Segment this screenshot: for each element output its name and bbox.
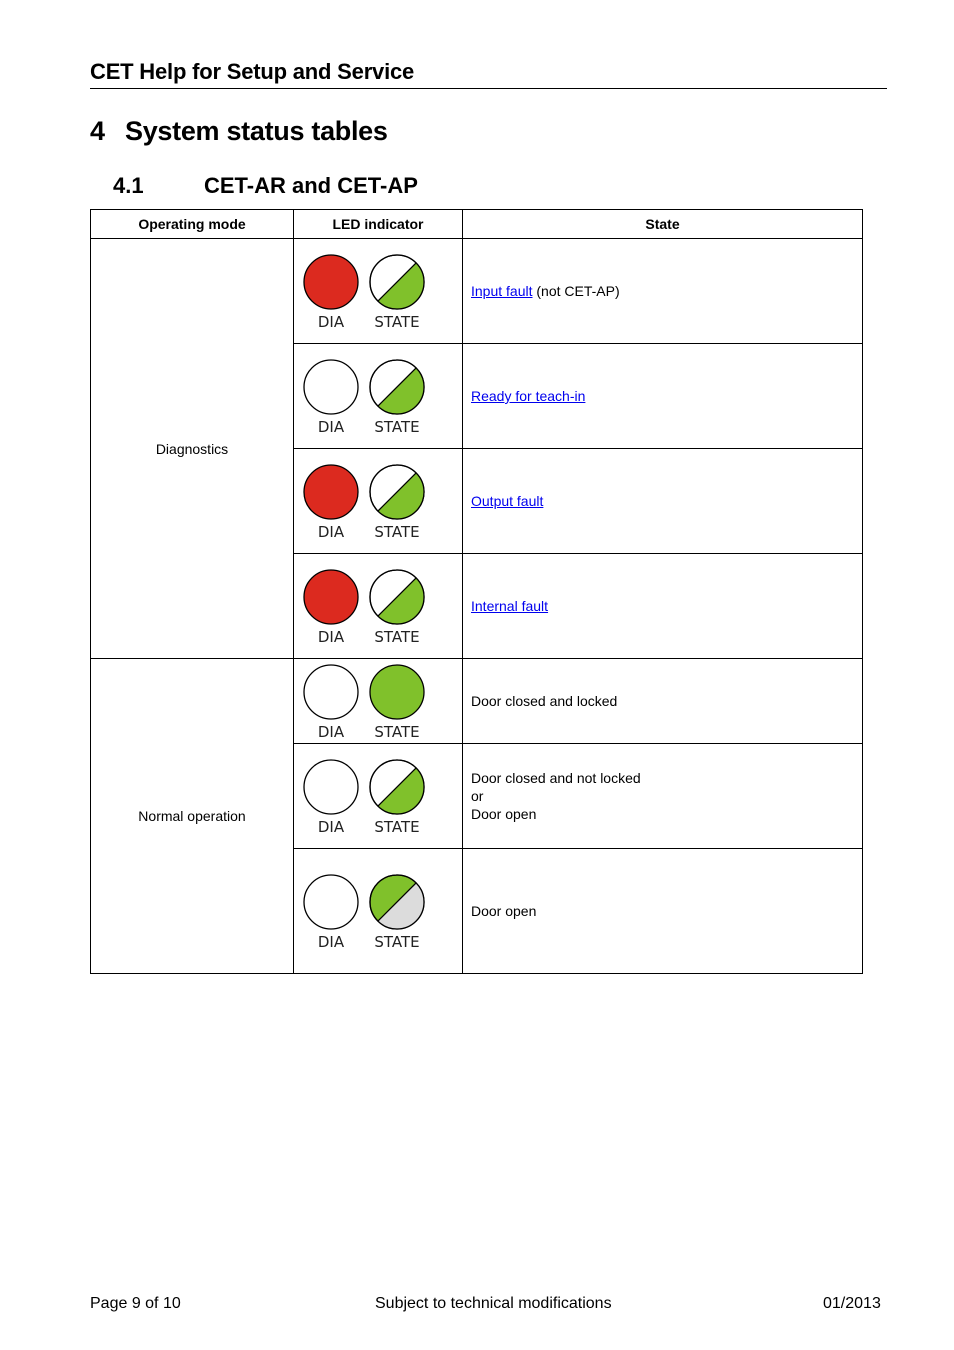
led-cell xyxy=(294,449,463,554)
state-line: or xyxy=(471,788,484,804)
dia-led-icon xyxy=(302,873,360,931)
dia-led-label: DIA xyxy=(317,932,345,951)
dia-led-icon xyxy=(302,758,360,816)
state-led-icon xyxy=(368,758,426,816)
internal-fault-link[interactable]: Internal fault xyxy=(471,598,549,614)
dia-led xyxy=(303,358,359,435)
dia-led-icon xyxy=(302,663,360,721)
dia-led-label: DIA xyxy=(317,627,345,646)
led-cell xyxy=(294,849,463,974)
state-led-label: STATE xyxy=(374,312,420,331)
section-title: CET-AR and CET-AP xyxy=(204,173,418,198)
led-pair xyxy=(294,758,462,835)
column-header-operating-mode: Operating mode xyxy=(91,210,294,239)
led-cell xyxy=(294,659,463,744)
state-led xyxy=(369,253,425,330)
state-cell: Door closed and locked xyxy=(463,659,863,744)
state-led-icon xyxy=(368,253,426,311)
dia-led-label: DIA xyxy=(317,817,345,836)
led-cell xyxy=(294,554,463,659)
state-led-label: STATE xyxy=(374,932,420,951)
state-led-label: STATE xyxy=(374,417,420,436)
document-header xyxy=(90,57,887,89)
footer-note: Subject to technical modifications xyxy=(375,1295,612,1312)
state-led xyxy=(369,568,425,645)
state-cell xyxy=(463,344,863,449)
state-cell xyxy=(463,554,863,659)
state-led-label: STATE xyxy=(374,627,420,646)
table-row xyxy=(91,239,863,344)
state-led xyxy=(369,358,425,435)
table-row xyxy=(91,659,863,744)
footer-page-number: Page 9 of 10 xyxy=(90,1295,181,1312)
led-cell xyxy=(294,344,463,449)
dia-led-icon xyxy=(302,463,360,521)
state-led-icon xyxy=(368,873,426,931)
table-header-row xyxy=(91,210,863,239)
dia-led xyxy=(303,873,359,950)
dia-led-label: DIA xyxy=(317,522,345,541)
ready-for-teach-in-link[interactable]: Ready for teach-in xyxy=(471,388,586,404)
column-header-state: State xyxy=(463,210,863,239)
state-led xyxy=(369,758,425,835)
chapter-number: 4 xyxy=(90,116,105,146)
state-led-icon xyxy=(368,358,426,416)
led-cell xyxy=(294,239,463,344)
state-led-label: STATE xyxy=(374,522,420,541)
state-led-icon xyxy=(368,568,426,626)
dia-led-icon xyxy=(302,358,360,416)
state-led-label: STATE xyxy=(374,722,420,741)
input-fault-link[interactable]: Input fault xyxy=(471,283,533,299)
led-pair xyxy=(294,358,462,435)
state-led xyxy=(369,663,425,740)
dia-led xyxy=(303,463,359,540)
state-cell xyxy=(463,239,863,344)
state-led-label: STATE xyxy=(374,817,420,836)
led-pair xyxy=(294,663,462,740)
dia-led xyxy=(303,568,359,645)
system-status-table xyxy=(90,209,863,974)
dia-led-icon xyxy=(302,568,360,626)
dia-led xyxy=(303,253,359,330)
state-note: (not CET-AP) xyxy=(532,283,620,299)
state-line: Door closed and not locked xyxy=(471,770,641,786)
state-cell xyxy=(463,449,863,554)
state-led xyxy=(369,463,425,540)
dia-led xyxy=(303,758,359,835)
state-line: Door open xyxy=(471,806,537,822)
led-pair xyxy=(294,253,462,330)
document-title: CET Help for Setup and Service xyxy=(90,59,415,84)
led-pair xyxy=(294,568,462,645)
dia-led-icon xyxy=(302,253,360,311)
dia-led-label: DIA xyxy=(317,312,345,331)
state-led-icon xyxy=(368,463,426,521)
output-fault-link[interactable]: Output fault xyxy=(471,493,544,509)
mode-diagnostics: Diagnostics xyxy=(91,239,294,659)
state-led-icon xyxy=(368,663,426,721)
led-pair xyxy=(294,463,462,540)
chapter-title: System status tables xyxy=(125,116,388,146)
dia-led-label: DIA xyxy=(317,417,345,436)
led-cell xyxy=(294,744,463,849)
dia-led xyxy=(303,663,359,740)
chapter-heading xyxy=(90,113,388,149)
section-number: 4.1 xyxy=(113,173,144,198)
column-header-led-indicator: LED indicator xyxy=(294,210,463,239)
state-cell xyxy=(463,744,863,849)
dia-led-label: DIA xyxy=(317,722,345,741)
mode-normal-operation: Normal operation xyxy=(91,659,294,974)
footer-date: 01/2013 xyxy=(823,1295,881,1312)
state-cell: Door open xyxy=(463,849,863,974)
section-heading xyxy=(113,171,418,201)
state-led xyxy=(369,873,425,950)
led-pair xyxy=(294,873,462,950)
